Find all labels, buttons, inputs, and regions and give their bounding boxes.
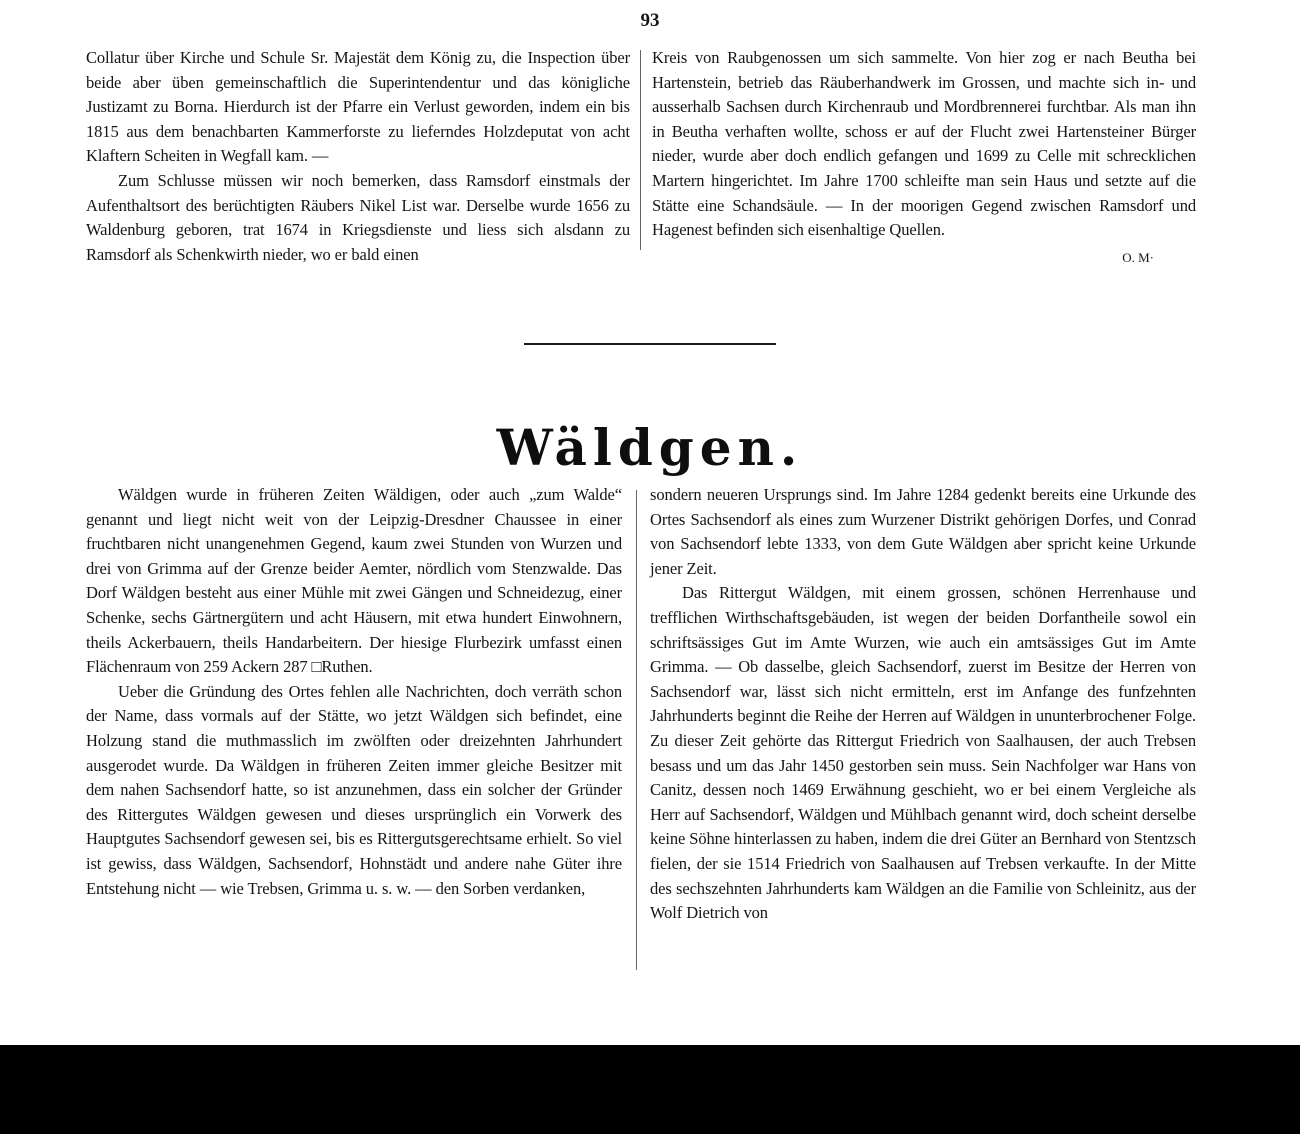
top-left-column <box>86 46 630 267</box>
paragraph: Das Rittergut Wäldgen, mit einem grossen, schönen Herrenhause und trefflichen Wirthschaftsgebäuden, ist wegen der beiden Dorfantheile sowol ein schriftsässiges Gut im Amte Wurzen, wie auch ein amtsässiges Gut im Amte Grimma. — Ob dasselbe, gleich Sachsendorf, zuerst im Besitze der Herren von Sachsendorf war, lässt sich nicht ermitteln, erst im Anfange des funfzehnten Jahrhunderts beginnt die Reihe der Herren auf Wäldgen in ununterbrochener Folge. Zu dieser Zeit gehörte das Rittergut Friedrich von Saalhausen, der auch Trebsen besass und um das Jahr 1450 gestorben sein muss. Sein Nachfolger war Hans von Canitz, dessen noch 1469 Erwähnung geschieht, wo er bei einem Vergleiche als Herr auf Sachsendorf, Wäldgen und Mühlbach genannt wird, doch scheint derselbe keine Söhne hinterlassen zu haben, indem die drei Güter an Bernhard von Stentzsch fielen, der sie 1514 Friedrich von Saalhausen auf Trebsen verkaufte. In der Mitte des sechszehnten Jahrhunderts kam Wäldgen an die Familie von Schleinitz, aus der Wolf Dietrich von <box>650 583 1196 923</box>
paragraph: Wäldgen wurde in früheren Zeiten Wäldigen, oder auch „zum Walde“ genannt und liegt nicht weit von der Leipzig-Dresdner Chaussee in einer fruchtbaren nicht unangenehmen Gegend, kaum zwei Stunden von Wurzen und drei von Grimma auf der Grenze beider Aemter, nördlich vom Stenzwalde. Das Dorf Wäldgen besteht aus einer Mühle mit zwei Gängen und Schneidezug, einer Schenke, sechs Gärtnergütern und acht Häusern, mit etwa hundert Einwohnern, theils Ackerbauern, theils Handarbeitern. Der hiesige Flurbezirk umfasst einen Flächenraum von 259 Ackern 287 □Ruthen. <box>86 485 622 677</box>
column-divider <box>640 50 641 250</box>
top-right-column <box>652 46 1196 243</box>
paragraph: sondern neueren Ursprungs sind. Im Jahre 1284 gedenkt bereits eine Urkunde des Ortes Sachsendorf als eines zum Wurzener Distrikt gehörigen Dorfes, und Conrad von Sachsendorf lebte 1333, von dem Gute Wäldgen aber spricht keine Urkunde jener Zeit. <box>650 485 1196 578</box>
column-divider <box>636 490 637 970</box>
page-number: 93 <box>640 10 660 31</box>
paragraph: Zum Schlusse müssen wir noch bemerken, dass Ramsdorf einstmals der Aufenthaltsort des berüchtigten Räubers Nikel List war. Derselbe wurde 1656 zu Waldenburg geboren, trat 1674 in Kriegsdienste und liess sich alsdann zu Ramsdorf als Schenkwirth nieder, wo er bald einen <box>86 170 630 264</box>
paragraph: Collatur über Kirche und Schule Sr. Majestät dem König zu, die Inspection über beide aber üben gemeinschaftlich die Superintendentur und das königliche Justizamt zu Borna. Hierdurch ist der Pfarre ein Verlust geworden, indem ein bis 1815 aus dem benachbarten Kammerforste zu lieferndes Holzdeputat von acht Klaftern Scheiten in Wegfall kam. — <box>86 48 630 166</box>
section-heading: Wäldgen. <box>496 418 804 477</box>
paragraph: Ueber die Gründung des Ortes fehlen alle Nachrichten, doch verräth schon der Name, dass vormals auf der Stätte, wo jetzt Wäldgen sich befindet, eine Holzung stand die muthmasslich im zwölften oder dreizehnten Jahrhundert ausgerodet wurde. Da Wäldgen in früheren Zeiten immer gleiche Besitzer mit dem nahen Sachsendorf hatte, so ist anzunehmen, dass ein solcher der Gründer des Rittergutes Wäldgen gewesen und dieses ursprünglich ein Vorwerk des Hauptgutes Sachsendorf gewesen sei, bis es Rittergutsgerechtsame erhielt. So viel ist gewiss, dass Wäldgen, Sachsendorf, Hohnstädt und andere nahe Güter ihre Entstehung nicht — wie Trebsen, Grimma u. s. w. — den Sorben verdanken, <box>86 681 622 898</box>
author-signature: O. M· <box>1122 250 1154 265</box>
paragraph: Kreis von Raubgenossen um sich sammelte. Von hier zog er nach Beutha bei Hartenstein, betrieb das Räuberhandwerk im Grossen, und machte sich in- und ausserhalb Sachsen durch Kirchenraub und Mordbrennerei furchtbar. Als man ihn in Beutha verhaften wollte, schoss er auf der Flucht zwei Hartensteiner Bürger nieder, wurde aber doch endlich gefangen und 1699 zu Celle mit schrecklichen Martern hingerichtet. Im Jahre 1700 schleifte man sein Haus und setzte auf die Stätte eine Schandsäule. — In der moorigen Gegend zwischen Ramsdorf und Hagenest befinden sich eisenhaltige Quellen. <box>652 48 1196 240</box>
footer-bar <box>0 1045 1300 1134</box>
section-divider <box>524 343 776 345</box>
bottom-left-column <box>86 483 622 901</box>
bottom-right-column <box>650 483 1196 926</box>
